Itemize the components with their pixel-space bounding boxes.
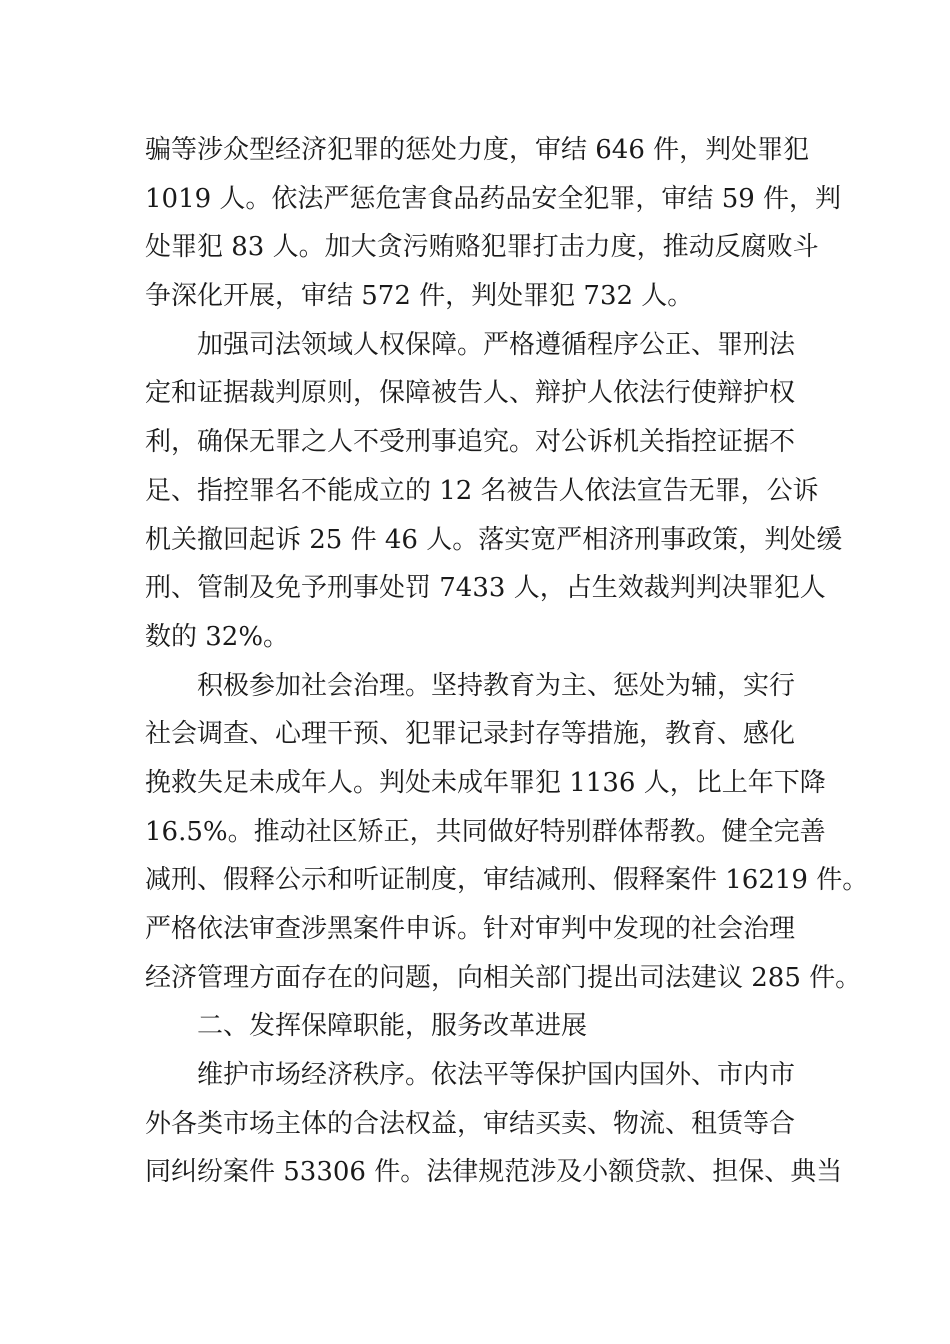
- text-line: 骗等涉众型经济犯罪的惩处力度，审结 646 件，判处罪犯: [145, 135, 810, 165]
- text-line: 利，确保无罪之人不受刑事追究。对公诉机关指控证据不: [145, 427, 796, 458]
- text-line: 减刑、假释公示和听证制度，审结减刑、假释案件 16219 件。: [145, 865, 869, 896]
- text-line: 严格依法审查涉黑案件申诉。针对审判中发现的社会治理: [145, 914, 796, 944]
- text-line: 加强司法领域人权保障。严格遵循程序公正、罪刑法: [197, 329, 796, 360]
- text-line: 社会调查、心理干预、犯罪记录封存等措施，教育、感化: [145, 719, 796, 750]
- text-line: 外各类市场主体的合法权益，审结买卖、物流、租赁等合: [145, 1108, 796, 1139]
- text-line: 机关撤回起诉 25 件 46 人。落实宽严相济刑事政策，判处缓: [145, 524, 843, 555]
- text-line: 争深化开展，审结 572 件，判处罪犯 732 人。: [145, 281, 694, 312]
- text-line: 二、发挥保障职能，服务改革进展: [197, 1011, 588, 1042]
- text-line: 经济管理方面存在的问题，向相关部门提出司法建议 285 件。: [145, 962, 862, 993]
- text-line: 足、指控罪名不能成立的 12 名被告人依法宣告无罪，公诉: [145, 475, 819, 506]
- document-body: [145, 126, 869, 1197]
- text-line: 1019 人。依法严惩危害食品药品安全犯罪，审结 59 件，判: [145, 183, 842, 214]
- text-line: 16.5%。推动社区矫正，共同做好特别群体帮教。健全完善: [145, 816, 826, 847]
- text-line: 定和证据裁判原则，保障被告人、辩护人依法行使辩护权: [145, 378, 796, 409]
- text-line: 同纠纷案件 53306 件。法律规范涉及小额贷款、担保、典当: [145, 1157, 843, 1188]
- text-line: 挽救失足未成年人。判处未成年罪犯 1136 人，比上年下降: [145, 767, 826, 798]
- text-line: 数的 32%。: [145, 621, 290, 652]
- text-line: 维护市场经济秩序。依法平等保护国内国外、市内市: [197, 1060, 796, 1091]
- text-line: 刑、管制及免予刑事处罚 7433 人，占生效裁判判决罪犯人: [145, 573, 826, 604]
- text-line: 处罪犯 83 人。加大贪污贿赂犯罪打击力度，推动反腐败斗: [145, 232, 819, 263]
- text-line: 积极参加社会治理。坚持教育为主、惩处为辅，实行: [197, 670, 796, 701]
